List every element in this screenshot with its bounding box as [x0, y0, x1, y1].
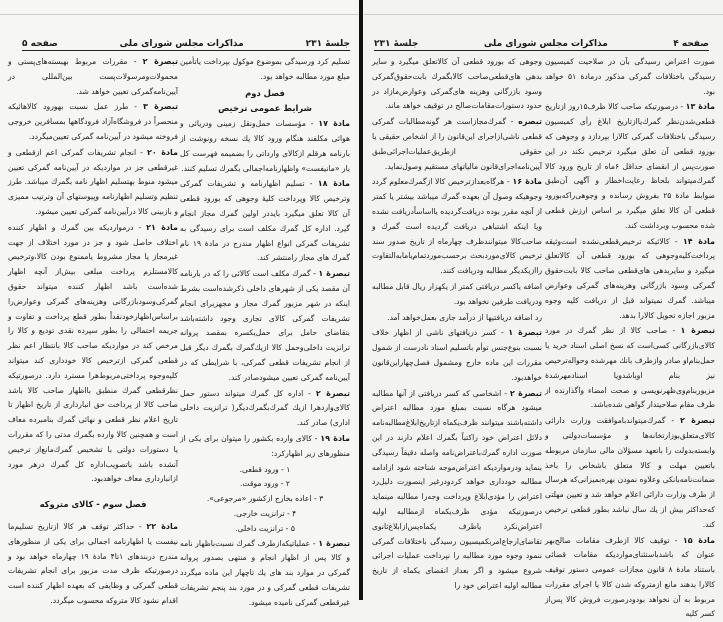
article-label: تبصرهٔ ۱: [318, 269, 350, 278]
scan-edge-line: [364, 14, 723, 15]
session-number: جلسهٔ ۲۳۱: [306, 39, 350, 49]
article-text: - عملیاتیکه‌ازطرف گمرك نسبت‌باظهار نامه و کالا پس از اظهار انجام و منتهی بصدور پروانه گمرکی در موارد بند های یك تاچهار این ماده میگردد تشریفات قطعی گمرکی و در مورد بند پنجم تشریفات غیرقطعی گمرکی نامیده میشود.: [180, 539, 350, 607]
article-paragraph: [545, 324, 715, 413]
page-number: صفحه ۵: [22, 39, 58, 49]
article-text: صورت اعتراض رسیدگی بآن در صلاحیت کمیسیون رسیدگی باختلافات گمرکی مذکور درمادهٔ ۵۱ خواهد بود.: [545, 57, 715, 96]
text-column-left: [372, 55, 542, 585]
article-text: - انجام تشریفات گمرکی اعم ازقطعی و غیرقطعی جز در مواردیکه در آیین‌نامه گمرکی تعیین میشود منوط بهتسلیم اظهار نامه بگمرك میباشد. طرز تنظیم وتسلیم اظهارنامه وپیوستهای آن وترتیب ممیزی و بازبینی کالا درآیین‌نامه گمرکی تعیین میشود.: [8, 148, 178, 216]
article-text: - گمرك‌مجاز‌است هر گونه‌مطالبات گمرکی قطعی ناشی‌ازاجرای این‌قانون را از اشخاص حقیقی یا حقوقی ازطریق‌عملیات‌اجرائی‌طبق آیین‌نامه‌اجرای‌قانون مالیاتهای مستقیم وصول‌نماید.: [372, 117, 542, 170]
article-label: تبصرهٔ ۱: [508, 328, 542, 337]
article-text: تسلیم کرد ورسیدگی بموضوع موکول بپرداخت یاتأمین مبلغ مورد مطالبه خواهد بود.: [180, 57, 350, 81]
publication-title: مذاکرات مجلس شورای ملی: [484, 39, 608, 49]
article-label: مادهٔ ۱۵: [683, 536, 715, 545]
article-paragraph: [180, 55, 350, 85]
list-item: ۲ - ورود موقت.: [180, 477, 350, 492]
article-paragraph: [372, 115, 542, 174]
article-paragraph: [545, 414, 715, 532]
article-paragraph: [8, 55, 178, 99]
article-text: - گمرك‌میتواند‌باموافقت وزارت دارائی کالای‌متعلق‌بوزارتخانه‌ها و مؤسسات‌دولتی و وابسته‌بدولت را باتعهد مسؤلان مالی سازمان مربوطه باتعیین مهلت و کالا متعلق باشخاص را باخذ ضمانت‌نامه‌بانکی وعلاوه نمودن بهره‌بمیزانی‌که هرسال از طرف وزارت دارائی اعلام خواهد شد و تعیین مهلتی که‌حداکثر بیش از یك سال نباشد بطور قطعی ترخیص کند.: [545, 416, 715, 529]
article-paragraph: [545, 534, 715, 622]
section-heading: فصل سوم - کالای متروکه: [8, 497, 178, 512]
article-text: - کالائیکه ترخیص‌قطعی‌نشده است‌وثیقه پرداخت‌کلیه‌وجوهی که بورود قطعی آن کالاتعلق میگیرد و سایربدهی های‌قطعی صاحب کالا بابت‌حقوق گمرکی وسود بازرگانی وهزینه‌های گمرکی وعوارض میباشد. گمرك نمیتواند قبل از دریافت کلیه وجوه مزبور اجازه تحویل کالارا بدهد.: [545, 237, 715, 320]
article-text: رد اضافه دریافتیها از درآمد جاری بعمل‌خواهد آمد.: [387, 313, 542, 322]
section-heading: فصل دوم: [180, 86, 350, 101]
article-paragraph: [545, 100, 715, 233]
article-label: مادهٔ ۲۱: [146, 223, 178, 232]
article-paragraph: [372, 326, 542, 385]
article-paragraph: [8, 520, 178, 609]
article-label: مادهٔ ۱۳: [686, 102, 715, 111]
article-paragraph: [8, 100, 178, 144]
list-item: ۴ - ترانزیت خارجی.: [180, 507, 350, 522]
article-paragraph: [545, 235, 715, 324]
article-paragraph: [180, 387, 350, 431]
article-text: - تسلیم اظهارنامه و تشریفات گمرکی وترخیص کالا وپرداخت کلیهٔ وجوهی که بورود قطعی آن کالا تعلق میگیرد بایددر اولین گمرك مجاز انجام گیرد. اداره کل گمرك مکلف است برای رسیدگی به تشریفات گمرکی انواع اظهار مندرج در مادهٔ ۱۹ نام گمرك های مجاز رامنتشر کند.: [180, 179, 350, 262]
article-text: وجوهی که بورود قطعی آن کالاتعلق میگیرد و سایر بدهی های‌قطعی‌صاحب کالابگمرك بابت‌حقوق‌گمرکی وسود بازرگانی وهزینه های‌گمرکی وعوارض‌مازاد در حدود دستورات‌مقامات‌صالح در توقیف خواهد ماند.: [372, 57, 542, 110]
list-item: ۱ - ورود قطعی.: [180, 463, 350, 478]
list-item: ۳ - اعاده بخارج ازکشور «مرجوعی».: [180, 492, 350, 507]
article-paragraph: [180, 432, 350, 462]
article-label: مادهٔ ۱۹: [320, 434, 350, 443]
article-label: تبصرهٔ ۲: [510, 389, 542, 398]
article-paragraph: [372, 175, 542, 279]
article-paragraph: [8, 221, 178, 487]
scan-edge-line: [0, 14, 360, 15]
list-item: ۵ - ترانزیت داخلی.: [180, 522, 350, 537]
publication-title: مذاکرات مجلس شورای ملی: [120, 39, 244, 49]
article-paragraph: [372, 280, 542, 310]
text-column-right: [180, 55, 350, 585]
page-binding-divider: [359, 0, 363, 600]
article-label: مادهٔ ۱۸: [318, 179, 350, 188]
article-text: - مقررات مربوط بهبسته‌های‌پستی و محمولات‌ومرسولات‌پست بین‌المللی در آیین‌نامه‌گمرکی تعیین خواهد شد.: [8, 57, 178, 96]
article-label: تبصرهٔ ۱: [318, 539, 350, 548]
right-page: [364, 0, 723, 600]
article-text: - هرگاه‌بعدازترخیص کالا ازگمرك‌معلوم گردد وجوهیکه وصول آن بعهده گمرك میباشد بیشتر یا کمتر از آنچه مقرر بوده دریافت‌گردیده یااساساًدریافت نشده ویا اینکه اشتباهی دریافت گردیده است گمرك و صاحب‌کالا میتوانندظرف چهارماه از تاریخ صدور سند ترخیص کالای‌موردبحث برحسب‌مورد‌تمام‌یامابه‌التفاوت رااز‌یکدیگر مطالبه ودریافت کنند.: [372, 177, 542, 275]
left-page: [0, 0, 360, 600]
article-text: - اشخاصی که کسر دریافتی از آنها مطالبه میشود هرگاه نسبت بمبلغ مورد مطالبه اعتراض داشته‌باشند میتوانند ظرف‌یکماه ازتاریخ‌ابلاغ‌مطالبه‌نامه دلائل اعتراض خود راکتباً بگمرك اعلام دارند در این صورت اداره گمرك‌باعتراض‌نامه واصله دقیقاً رسیدگی بنماید ودرمواردیکه اعتراض‌موجه شناخته شود ازادامه مطالبه خودداری خواهد کرد‌ودرغیر اینصورت دلیل‌رد اعتراض را مؤدی‌ابلاغ وپرداخت وجه‌را مطالبه مینماید درصورتیکه مؤدی ظرف‌یکماه ازمطالبه اولیه اعتراض‌نکرد یاظرف یکماه‌پس‌ازابلاغ‌ثانوی تقاضای‌ارجاع‌امربکمیسیون رسیدگی باختلافات گمرکی ننمود وجوه مورد مطالبه را نپرداخت عملیات اجرائی شروع میشود و اگر بعداز انقضای یکماه از تاریخ مطالبه اولیه اعتراض خود را: [372, 389, 542, 590]
article-text: - کسر دریافتهای ناشی از اظهار خلاف نسبت بنوع‌جنس توأم باتسلیم اسناد نادرست از شمول مقررات این ماده خارج ومشمول فصل‌چهاراین‌قانون خواهدبود.: [372, 328, 542, 381]
article-text: - درصورتیکه صاحب کالا ظرف۱۵روز ازتاریخ قطعی‌شدن‌نظر گمرك‌یاازتاریخ ابلاغ رأی کمیسیون رسیدگی باختلافات گمرکی کالارا بپردازد و وجوهی که بورود قطعی آن تعلق میگیرد ترخیص نکند در این صورت‌پس از انقضای حداقل ۶ماه از تاریخ ورود کالا گمرك‌میتواند بلحاظ رعایت‌اخطار و آگهی آن‌طبق ضوابط مادهٔ ۲۵ بفروش رسانده و وجوهی‌راکه‌بورود قطعی آن کالا تعلق میگیرد بر اساس ارزش قطعی شده محسوب وبرداشت کند.: [545, 102, 715, 229]
page-header: [374, 36, 709, 51]
article-text: اضافه یاکسر دریافتی کمتر از یکهزار ریال قابل مطالبه ودریافت طرفین نخواهد بود.: [372, 282, 542, 306]
article-text: - توقیف کالا ازطرف مقامات صالح‌بهر عنوان که باشدباستثنای‌مواردیکه مقامات قضائی باستناد مادهٔ ۸ قانون مجازات عمومی دستور توقیف کالارا بدهند مانع ازمتروکه شدن کالا یا اجرای مقررات مربوط به آن نخواهد بودودرصورت فروش کالا پس‌از کسر کلیه: [545, 536, 715, 619]
article-text: - حداکثر توقف هر کالا ازتاریخ تسلیم‌ما نیفست یا اظهارنامه اجمالی برای یکی از منظورهای مندرج دربندهای ۱تا۴ مادهٔ ۱۹ چهارماه خواهد بود و درصورتیکه ظرف مدت مزبور برای انجام تشریفات قطعی گمرکی و وظایفی که بعهده اظهار کننده است اقدام نشود کالا متروکه محسوب میگردد.: [8, 522, 178, 605]
article-text: - اداره کل گمرك میتواند دستور حمل کالای‌واردهرا ازیك گمرك‌بگمرك‌دیگر( ترانزیت داخلی اداری) صادر کند.: [180, 389, 350, 428]
article-label: مادهٔ ۱۷: [318, 119, 350, 128]
article-label: تبصرهٔ ۳: [143, 102, 178, 111]
article-paragraph: [8, 146, 178, 220]
article-label: تبصرهٔ ۲: [143, 57, 178, 66]
article-label: مادهٔ ۱۶: [512, 177, 542, 186]
session-number: جلسهٔ ۲۳۱: [374, 39, 418, 49]
article-text: - درمواردیکه بین گمرك و اظهار کننده اختلاف حاصل شود و جز در مورد اختلاف از جهت غیرمجاز یا مجاز مشروط یاممنوع بودن کالا،وترخیص کالامستلزم پرداخت مبلغی بیش‌از آنچه اظهار شده‌است باشد اظهار کننده میتواند حقوق گمرکی‌وسودبازرگانی وهزینه‌های گمرکی وعوارض‌را براساس‌اظهارخودنقداً بطور قطع پرداخت و تفاوت و جریمه احتمالی را بطور سپرده نقدی تودیع و کالا را مرخص کند در مواردیکه صاحب کالا بانتظار اعم نظر قطعی گمرکی ازترخیص کالا خودداری کند میتواند کلیه‌وجوه پرداختی‌مربوط‌هرا مسترد دارد. درصورتیکه نظرقطعی گمرك منطبق بااظهار صاحب کالا باشد صاحب کالا از پرداخت حق انبارداری از تاریخ اظهار تا تاریخ اعلام نظر قطعی و نهائی گمرك بنامبرده معاف است و همچنین کالا وارده بگمرك مدتی را که مقررات یا دستورات دولتی با تشخیص گمرك‌مانع‌از ترخیص آنشده باشد باتصویب‌اداره کل گمرك درهر مورد ازانبارداری معاف خواهدبود.: [8, 223, 178, 484]
article-text: - مؤسسات حمل‌ونقل زمینی ودریائی و هوائی مکلفند هنگام ورود کالا یك نسخه رونوشت از بارنامه هرقلم ازکالای وارداتی را بضمیمه فهرست کل بار «مانیفست» واظهارنامه‌اجمالی بگمرك تسلیم کنند.: [180, 119, 350, 172]
article-paragraph: [180, 177, 350, 266]
page-header: [22, 36, 350, 51]
text-column-left: [8, 55, 178, 585]
text-column-right: [545, 55, 715, 585]
article-paragraph: [180, 117, 350, 176]
article-label: تبصرهٔ ۲: [680, 416, 715, 425]
section-heading: شرایط عمومی ترخیص: [180, 101, 350, 116]
article-paragraph: [180, 267, 350, 385]
article-text: - گمرك مکلف است کالائی را که در بارنامه آن مقصد یکی از شهرهای داخلی ذکرشده‌است بشرط اینکه در شهر مزبور گمرك مجاز و مجهزبرای انجام تشریفات گمرکی کالای تجاری وجود داشته‌باشد بتقاضای حامل برای حمل‌یکسره بمقصد پروانه ترانزیت داخلی‌وحمل کالا ازیك‌گمرك بگمرك دیگر قبل از انجام تشریفات قطعی گمرکی، با شرایطی که در آیین‌نامه گمرکی تعیین میشودصادر کند.: [180, 269, 350, 382]
article-label: مادهٔ ۱۴: [683, 237, 715, 246]
article-paragraph: [180, 537, 350, 611]
article-paragraph: [372, 55, 542, 114]
article-label: تبصره: [518, 117, 542, 126]
page-number: صفحه ۴: [673, 39, 709, 49]
article-text: - کالای وارده بکشور را میتوان برای یکی از منظورهای زیر اظهارکرد:: [180, 434, 350, 458]
article-paragraph: [372, 311, 542, 326]
article-label: تبصرهٔ ۱: [681, 326, 715, 335]
article-label: مادهٔ ۲۲: [146, 522, 178, 531]
article-text: - طرز عمل نسبت بهورود کالاهائیکه منحصراً در فروشگاه‌آزاد فرودگاهها بمسافرین خروجی فروخته میشود در آیین‌نامه گمرکی تعیین‌میگردد.: [8, 102, 178, 141]
article-text: - صاحب کالا از نظر گمرك در مورد کالای‌بازرگانی کسی‌است که نسخ اصلی اسناد خرید یا حمل‌بنام‌او صادر وازطرف بانك مهرشده وحواله‌ترخیص نیز بنام اوباشدویا اسنادمهرشدهٔ مزبوربنام‌وی‌ظهرنویسی و صحت امضاء واگذارنده از طرف مقام صلاحیتدار گواهی شده‌باشد.: [545, 326, 715, 409]
article-paragraph: [372, 387, 542, 594]
article-label: تبصرهٔ ۲: [316, 389, 350, 398]
article-label: مادهٔ ۲۰: [147, 148, 178, 157]
article-paragraph: [545, 55, 715, 99]
